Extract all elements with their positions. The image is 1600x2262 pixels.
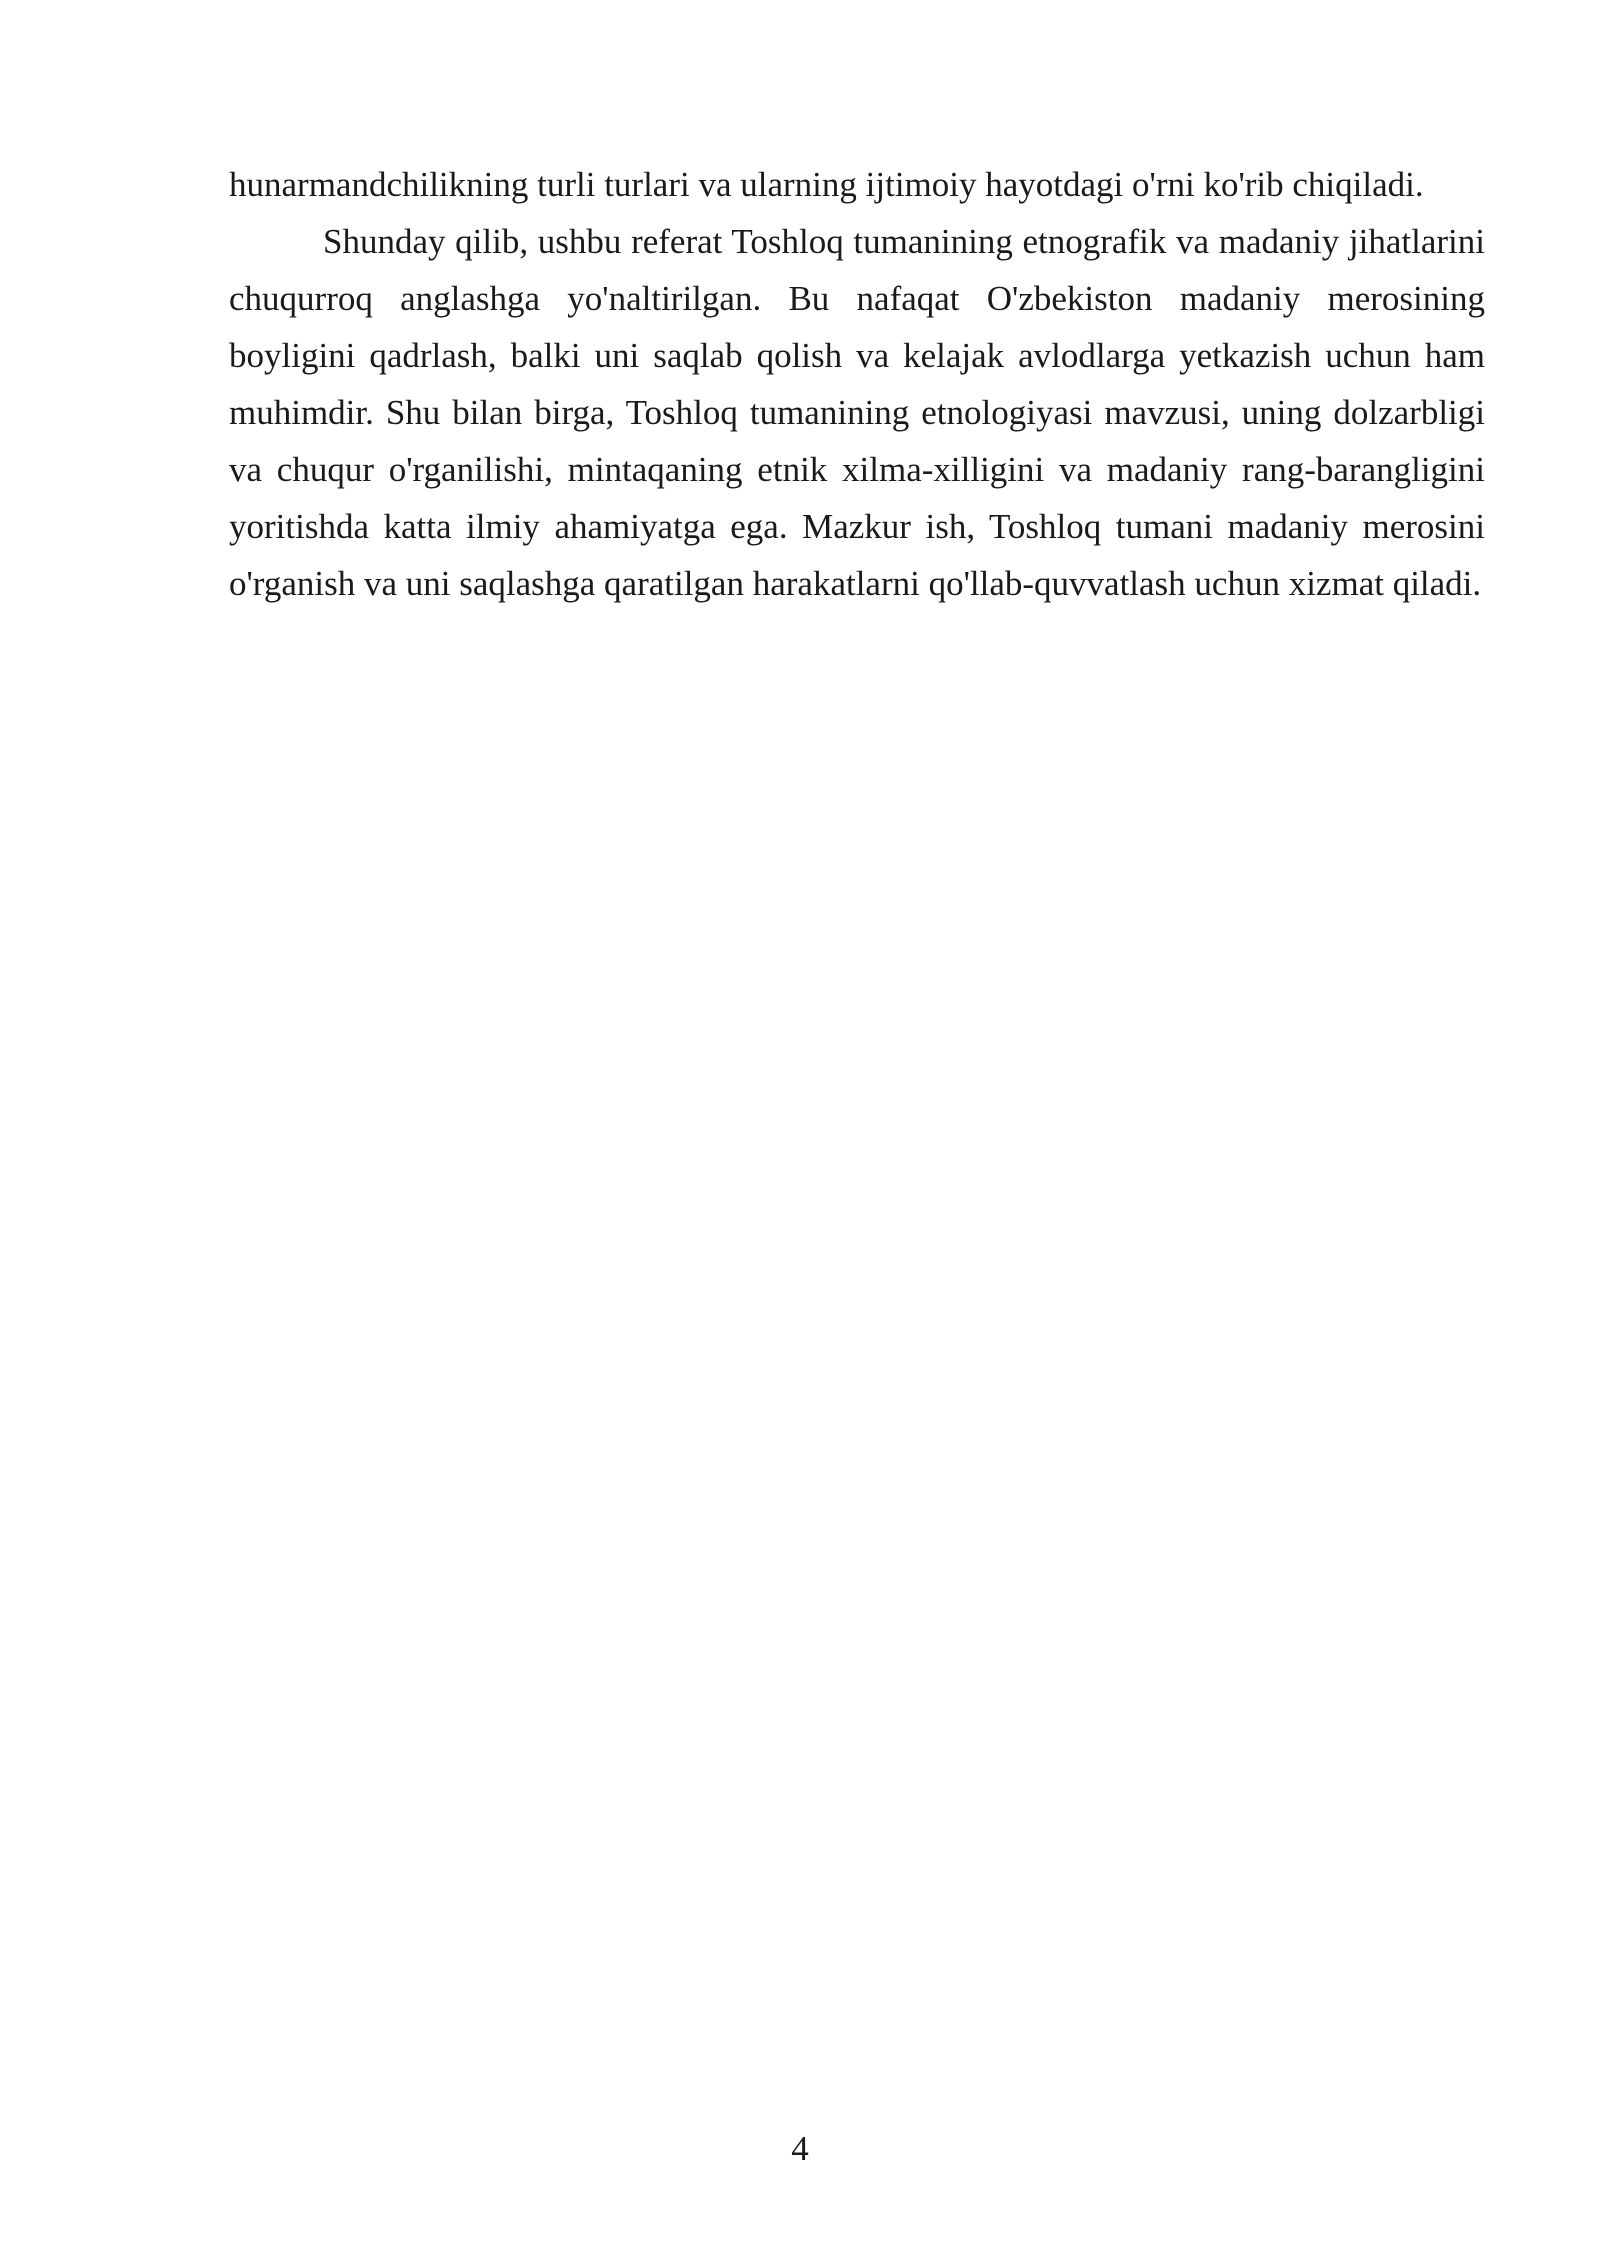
page-number: 4	[791, 2129, 809, 2168]
paragraph-continuation: hunarmandchilikning turli turlari va ularning ijtimoiy hayotdagi o'rni ko'rib chiqiladi.	[229, 165, 1424, 204]
body-text	[229, 156, 1485, 612]
paragraph-conclusion: Shunday qilib, ushbu referat Toshloq tumanining etnografik va madaniy jihatlarini chuqurroq anglashga yo'naltirilgan. Bu nafaqat O'zbekiston madaniy merosining boyligini qadrlash, balki uni saqlab qolish va kelajak avlodlarga yetkazish uchun ham muhimdir. Shu bilan birga, Toshloq tumanining etnologiyasi mavzusi, uning dolzarbligi va chuqur o'rganilishi, mintaqaning etnik xilma-xilligini va madaniy rang-barangligini yoritishda katta ilmiy ahamiyatga ega. Mazkur ish, Toshloq tumani madaniy merosini o'rganish va uni saqlashga qaratilgan harakatlarni qo'llab-quvvatlash uchun xizmat qiladi.	[229, 222, 1485, 603]
